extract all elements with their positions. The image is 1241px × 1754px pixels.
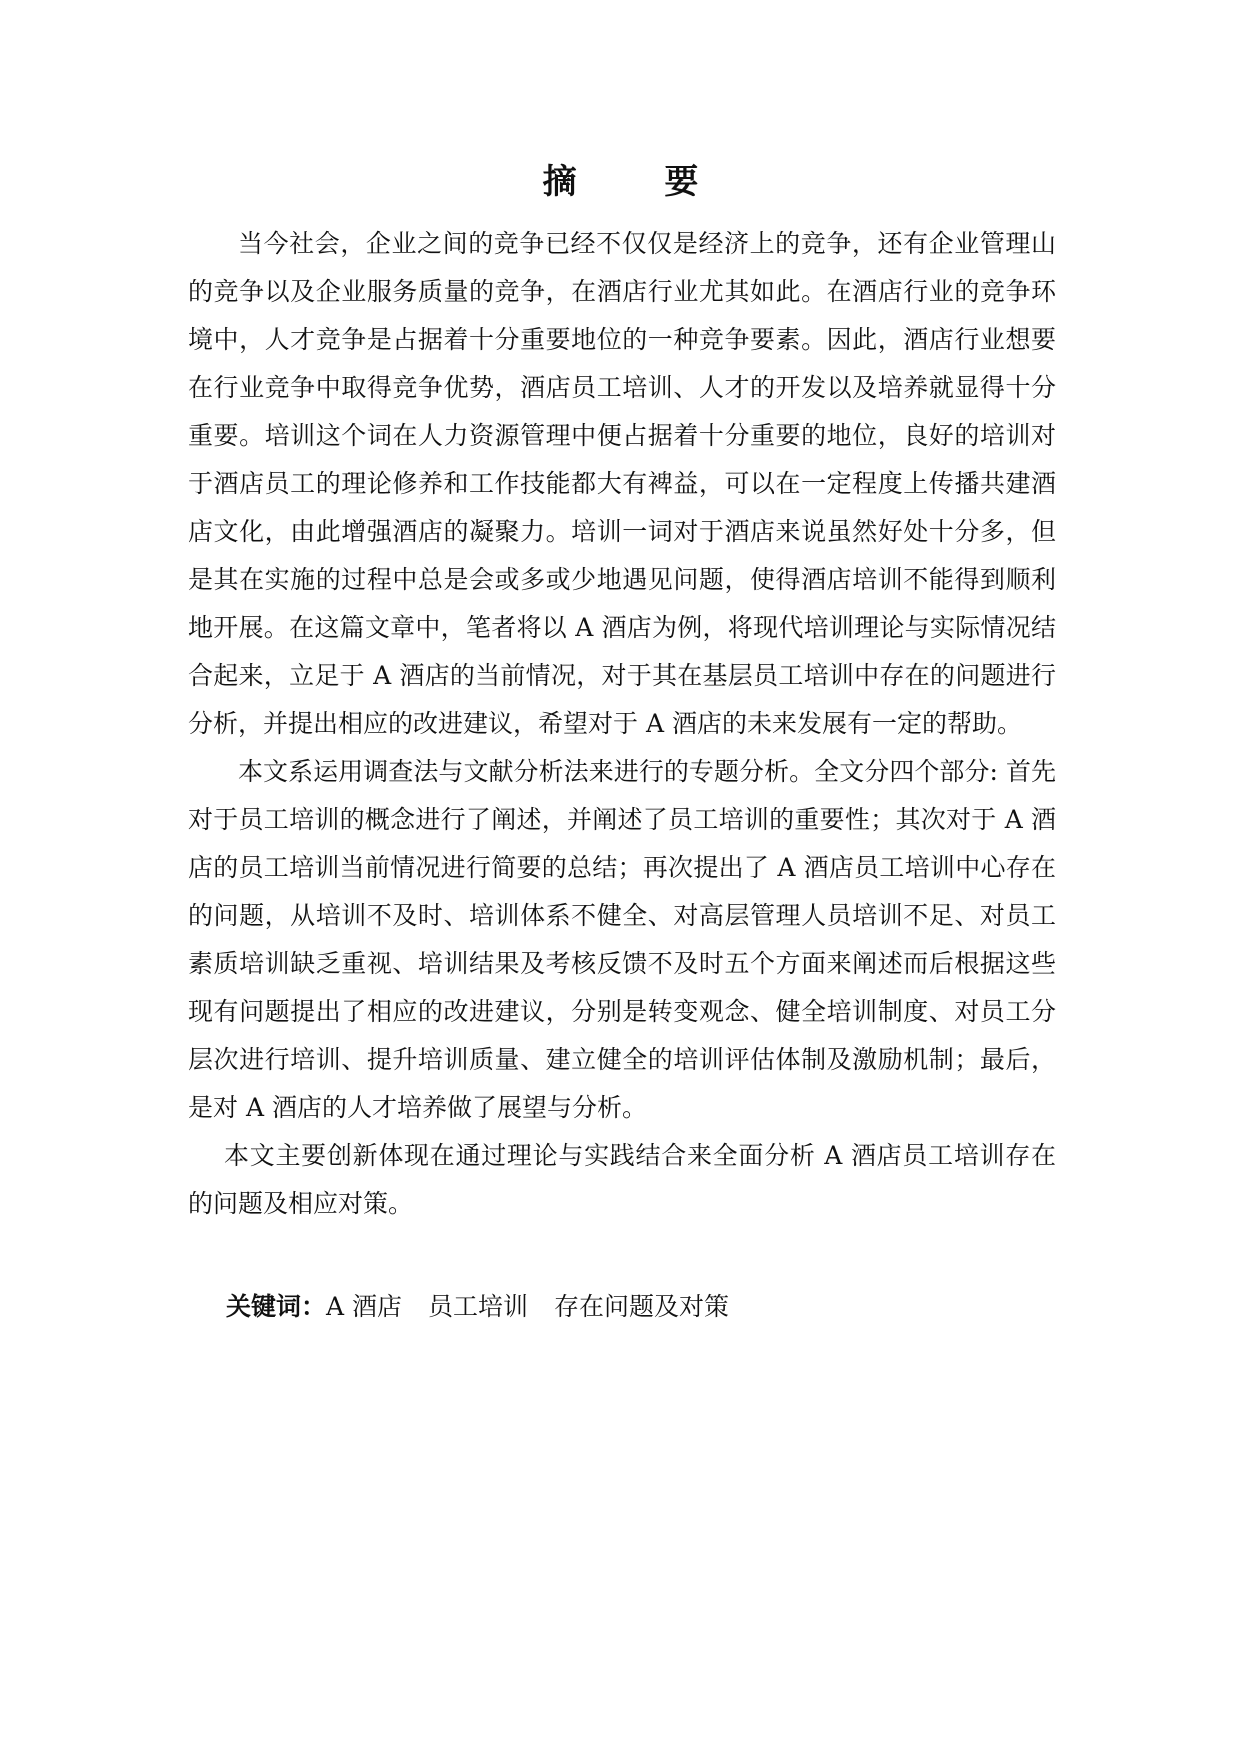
- abstract-paragraph-3: 本文主要创新体现在通过理论与实践结合来全面分析 A 酒店员工培训存在的问题及相应对策。: [188, 1141, 1056, 1218]
- abstract-title: 摘 要: [542, 162, 737, 202]
- keyword-item: 员工培训: [428, 1292, 529, 1321]
- abstract-paragraph-1: 当今社会，企业之间的竞争已经不仅仅是经济上的竞争，还有企业管理山的竞争以及企业服务质量的竞争，在酒店行业尤其如此。在酒店行业的竞争环境中，人才竞争是占据着十分重要地位的一种竞争要素。因此，酒店行业想要在行业竞争中取得竞争优势，酒店员工培训、人才的开发以及培养就显得十分重要。培训这个词在人力资源管理中便占据着十分重要的地位，良好的培训对于酒店员工的理论修养和工作技能都大有裨益，可以在一定程度上传播共建酒店文化，由此增强酒店的凝聚力。培训一词对于酒店来说虽然好处十分多，但是其在实施的过程中总是会或多或少地遇见问题，使得酒店培训不能得到顺利地开展。在这篇文章中，笔者将以 A 酒店为例，将现代培训理论与实际情况结合起来，立足于 A 酒店的当前情况，对于其在基层员工培训中存在的问题进行分析，并提出相应的改进建议，希望对于 A 酒店的未来发展有一定的帮助。: [188, 229, 1056, 738]
- keywords-line: [226, 1283, 755, 1331]
- keyword-item: A 酒店: [326, 1292, 403, 1321]
- keyword-item: 存在问题及对策: [554, 1292, 730, 1321]
- abstract-paragraph-2: 本文系运用调查法与文献分析法来进行的专题分析。全文分四个部分: 首先对于员工培训的概念进行了阐述，并阐述了员工培训的重要性；其次对于 A 酒店的员工培训当前情况进行简要的总结；再次提出了 A 酒店员工培训中心存在的问题，从培训不及时、培训体系不健全、对高层管理人员培训不足、对员工素质培训缺乏重视、培训结果及考核反馈不及时五个方面来阐述而后根据这些现有问题提出了相应的改进建议，分别是转变观念、健全培训制度、对员工分层次进行培训、提升培训质量、建立健全的培训评估体制及激励机制；最后，是对 A 酒店的人才培养做了展望与分析。: [188, 757, 1056, 1122]
- abstract-body: [188, 220, 1056, 1228]
- keywords-label: 关键词：: [226, 1292, 327, 1321]
